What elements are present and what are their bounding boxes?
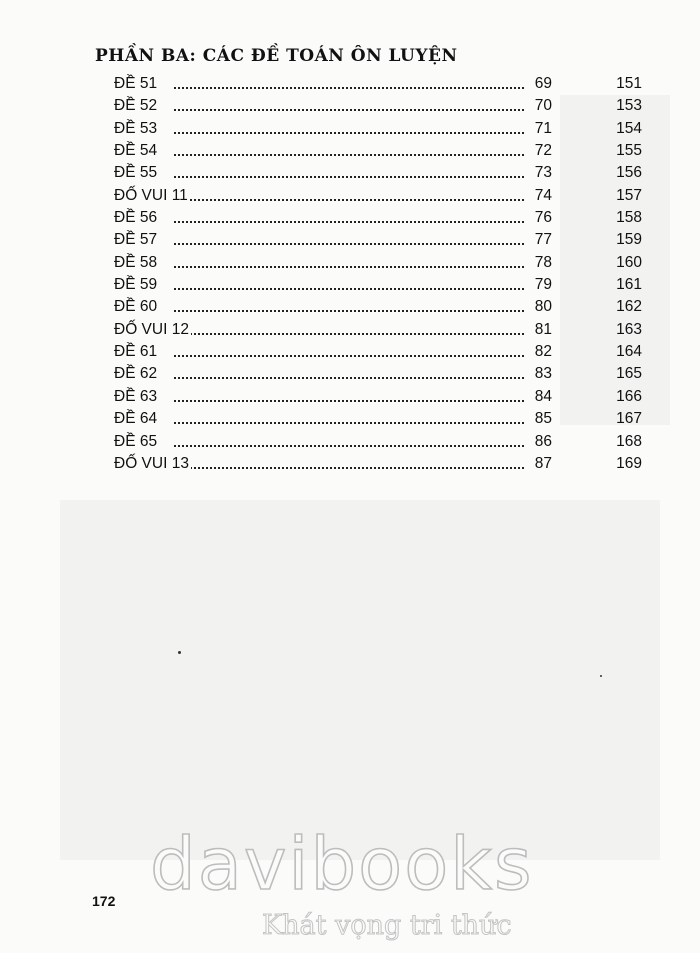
toc-row [114, 296, 644, 318]
toc-entry-page: 73 [524, 162, 552, 184]
toc-entry-second-page: 163 [616, 320, 642, 338]
toc-dot-leader [174, 445, 532, 447]
toc-entry-second-page: 157 [616, 186, 642, 204]
toc-entry-page: 83 [524, 363, 552, 385]
toc-entry-second-page: 155 [616, 142, 642, 160]
toc-entry-second-page: 162 [616, 298, 642, 316]
toc-dot-leader [174, 154, 532, 156]
toc-row [114, 408, 644, 430]
toc-entry-label: ĐỀ 56 [114, 207, 159, 229]
toc-dot-leader [174, 400, 532, 402]
toc-entry-second-page: 169 [616, 454, 642, 472]
toc-entry-page: 69 [524, 73, 552, 95]
toc-row [114, 363, 644, 385]
page-number: 172 [92, 893, 116, 909]
toc-entry-page: 79 [524, 274, 552, 296]
toc-row [114, 453, 644, 475]
toc-row [114, 319, 644, 341]
toc-entry-second-page: 151 [616, 75, 642, 92]
table-of-contents [114, 73, 644, 475]
toc-entry-label: ĐỀ 65 [114, 431, 159, 453]
toc-entry-second-page: 154 [616, 119, 642, 137]
toc-entry-second-page: 159 [616, 231, 642, 249]
toc-dot-leader [174, 310, 532, 312]
toc-entry-page: 72 [524, 140, 552, 162]
toc-dot-leader [174, 87, 532, 89]
watermark-brand: davibooks [150, 822, 534, 906]
toc-entry-second-page: 165 [616, 365, 642, 383]
toc-entry-page: 82 [524, 341, 552, 363]
toc-entry-label: ĐỀ 57 [114, 229, 159, 251]
toc-entry-label: ĐỐ VUI 11 [114, 185, 190, 207]
toc-entry-label: ĐỀ 61 [114, 341, 159, 363]
toc-dot-leader [174, 377, 532, 379]
toc-entry-label: ĐỐ VUI 13 [114, 453, 191, 475]
toc-entry-label: ĐỀ 58 [114, 252, 159, 274]
toc-entry-page: 84 [524, 386, 552, 408]
toc-entry-page: 85 [524, 408, 552, 430]
toc-dot-leader [174, 333, 532, 335]
section-title: PHẦN BA: CÁC ĐỀ TOÁN ÔN LUYỆN [95, 46, 458, 66]
toc-entry-page: 74 [524, 185, 552, 207]
toc-dot-leader [174, 132, 532, 134]
toc-dot-leader [174, 243, 532, 245]
toc-dot-leader [174, 288, 532, 290]
toc-entry-page: 81 [524, 319, 552, 341]
toc-entry-label: ĐỀ 60 [114, 296, 159, 318]
toc-entry-label: ĐỀ 63 [114, 386, 159, 408]
toc-entry-page: 86 [524, 431, 552, 453]
toc-entry-label: ĐỐ VUI 12 [114, 319, 191, 341]
toc-entry-label: ĐỀ 53 [114, 118, 159, 140]
toc-dot-leader [174, 176, 532, 178]
toc-dot-leader [174, 221, 532, 223]
toc-dot-leader [174, 355, 532, 357]
toc-entry-second-page: 167 [616, 410, 642, 428]
toc-entry-second-page: 161 [616, 276, 642, 294]
show-through-block [60, 500, 660, 860]
watermark-slogan: Khát vọng tri thức [262, 910, 512, 941]
print-speck [600, 675, 602, 677]
toc-row [114, 162, 644, 184]
toc-entry-second-page: 158 [616, 209, 642, 227]
toc-entry-label: ĐỀ 54 [114, 140, 159, 162]
toc-entry-page: 78 [524, 252, 552, 274]
toc-entry-second-page: 166 [616, 387, 642, 405]
toc-row [114, 95, 644, 117]
toc-dot-leader [174, 199, 532, 201]
toc-dot-leader [174, 266, 532, 268]
toc-entry-second-page: 164 [616, 343, 642, 361]
toc-row [114, 185, 644, 207]
toc-row [114, 341, 644, 363]
toc-entry-page: 71 [524, 118, 552, 140]
toc-entry-label: ĐỀ 59 [114, 274, 159, 296]
toc-row [114, 73, 644, 95]
print-speck [178, 651, 181, 654]
toc-entry-label: ĐỀ 51 [114, 73, 159, 95]
toc-dot-leader [174, 422, 532, 424]
toc-entry-second-page: 160 [616, 253, 642, 271]
toc-row [114, 140, 644, 162]
toc-row [114, 207, 644, 229]
toc-row [114, 274, 644, 296]
toc-entry-page: 77 [524, 229, 552, 251]
toc-entry-label: ĐỀ 62 [114, 363, 159, 385]
toc-entry-label: ĐỀ 64 [114, 408, 159, 430]
toc-row [114, 431, 644, 453]
toc-row [114, 118, 644, 140]
toc-entry-page: 70 [524, 95, 552, 117]
toc-entry-page: 76 [524, 207, 552, 229]
toc-entry-label: ĐỀ 52 [114, 95, 159, 117]
toc-entry-second-page: 168 [616, 432, 642, 450]
toc-entry-page: 87 [524, 453, 552, 475]
toc-entry-second-page: 153 [616, 97, 642, 115]
toc-row [114, 229, 644, 251]
toc-dot-leader [174, 467, 532, 469]
toc-row [114, 386, 644, 408]
toc-dot-leader [174, 109, 532, 111]
toc-row [114, 252, 644, 274]
toc-entry-page: 80 [524, 296, 552, 318]
toc-entry-second-page: 156 [616, 164, 642, 182]
toc-entry-label: ĐỀ 55 [114, 162, 159, 184]
